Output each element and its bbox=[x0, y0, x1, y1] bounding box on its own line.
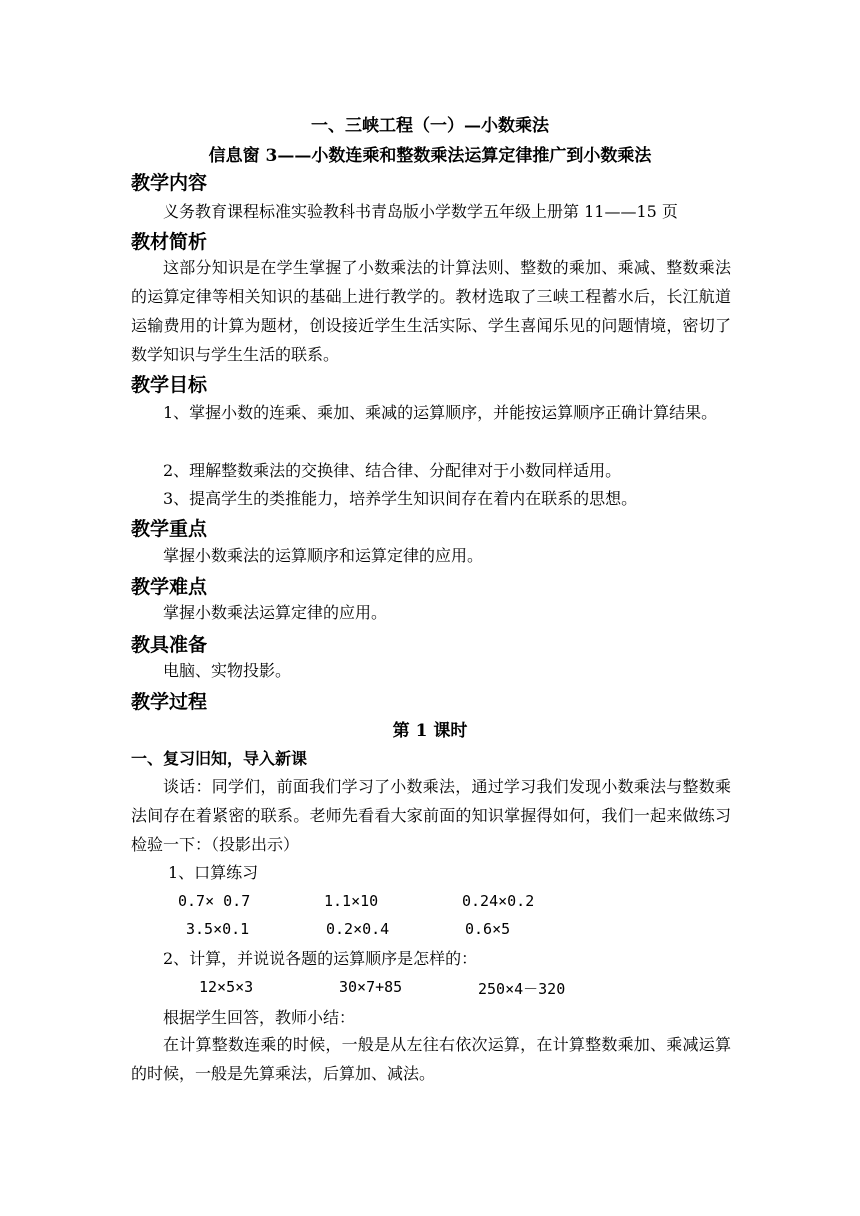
teaching-tools-text: 电脑、实物投影。 bbox=[163, 661, 292, 680]
heading-material-analysis: 教材简析 bbox=[131, 231, 208, 253]
document-title: 一、三峡工程（一）—小数乘法 bbox=[311, 116, 549, 136]
heading-teaching-tools: 教具准备 bbox=[131, 634, 208, 656]
material-analysis-text: 这部分知识是在学生掌握了小数乘法的计算法则、整数的乘加、乘减、整数乘法的运算定律等相关知识的基础上进行教学的。教材选取了三峡工程蓄水后，长江航道运输费用的计算为题材，创设接近学生生活实际、学生喜闻乐见的问题情境，密切了数学知识与学生生活的联系。 bbox=[131, 258, 731, 364]
heading-key-point: 教学重点 bbox=[131, 518, 208, 540]
expression: 0.2×0.4 bbox=[326, 920, 390, 938]
goal-item: 1、掌握小数的连乘、乘加、乘减的运算顺序，并能按运算顺序正确计算结果。 bbox=[163, 403, 718, 422]
goal-item: 2、理解整数乘法的交换律、结合律、分配律对于小数同样适用。 bbox=[163, 461, 622, 480]
intro-text: 谈话：同学们，前面我们学习了小数乘法，通过学习我们发现小数乘法与整数乘法间存在着紧密的联系。老师先看看大家前面的知识掌握得如何，我们一起来做练习检验一下：（投影出示） bbox=[131, 777, 731, 854]
goal-item: 3、提高学生的类推能力，培养学生知识间存在着内在联系的思想。 bbox=[163, 489, 638, 508]
summary-text: 在计算整数连乘的时候，一般是从左往右依次运算，在计算整数乘加、乘减运算的时候，一般是先算乘法，后算加、减法。 bbox=[131, 1035, 731, 1083]
document-subtitle: 信息窗 3——小数连乘和整数乘法运算定律推广到小数乘法 bbox=[208, 146, 652, 166]
expression: 0.6×5 bbox=[465, 920, 511, 938]
teaching-content-text: 义务教育课程标准实验教科书青岛版小学数学五年级上册第 11——15 页 bbox=[163, 202, 678, 221]
heading-teaching-process: 教学过程 bbox=[131, 691, 208, 713]
key-point-text: 掌握小数乘法的运算顺序和运算定律的应用。 bbox=[163, 546, 484, 565]
exercise2-title: 2、计算，并说说各题的运算顺序是怎样的： bbox=[163, 949, 478, 968]
expression: 250×4－320 bbox=[478, 980, 566, 998]
heading-difficulty: 教学难点 bbox=[131, 576, 208, 598]
expression: 12×5×3 bbox=[199, 978, 254, 996]
expression: 1.1×10 bbox=[324, 892, 379, 910]
heading-teaching-content: 教学内容 bbox=[131, 172, 208, 194]
exercise1-title: 1、口算练习 bbox=[168, 863, 259, 882]
lesson-number: 第 1 课时 bbox=[392, 721, 468, 741]
summary-intro: 根据学生回答，教师小结： bbox=[163, 1008, 356, 1027]
part1-title: 一、复习旧知，导入新课 bbox=[131, 749, 308, 768]
difficulty-text: 掌握小数乘法运算定律的应用。 bbox=[163, 603, 388, 622]
expression: 30×7+85 bbox=[339, 978, 403, 996]
expression: 0.7× 0.7 bbox=[178, 892, 251, 910]
heading-teaching-goals: 教学目标 bbox=[131, 374, 208, 396]
expression: 0.24×0.2 bbox=[462, 892, 535, 910]
expression: 3.5×0.1 bbox=[186, 920, 250, 938]
